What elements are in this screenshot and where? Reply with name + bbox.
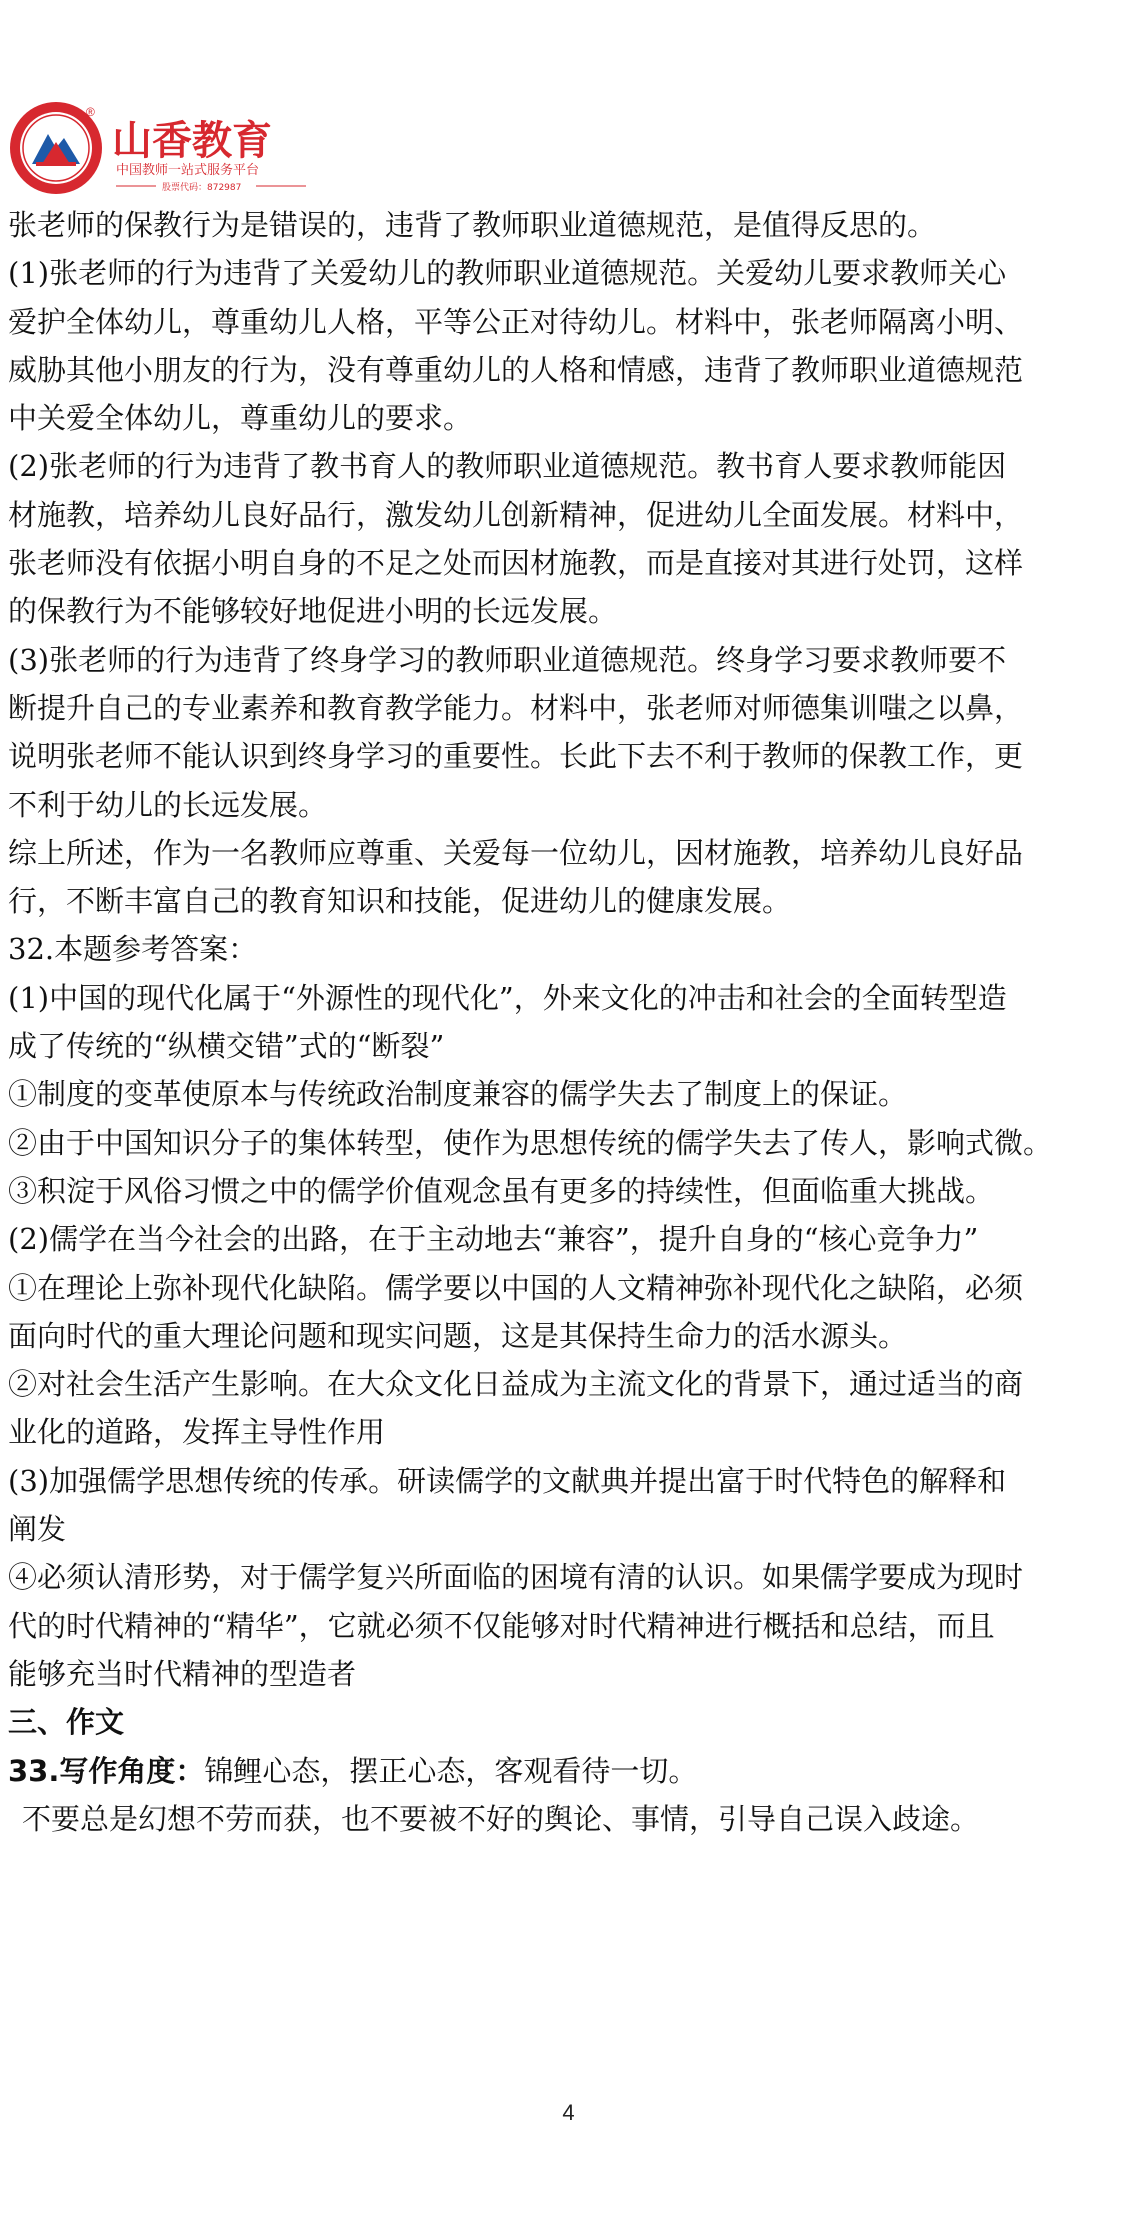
- paragraph-line: 阐发: [8, 1512, 67, 1547]
- paragraph-line: ①在理论上弥补现代化缺陷。儒学要以中国的人文精神弥补现代化之缺陷，必须: [8, 1270, 1024, 1305]
- question-33-line: [8, 1747, 1130, 1795]
- logo-stock-code: 股票代码：872987: [162, 183, 242, 193]
- paragraph-line: 行，不断丰富自己的教育知识和技能，促进幼儿的健康发展。: [8, 884, 792, 919]
- section-heading: 三、作文: [8, 1705, 125, 1740]
- paragraph-line: (3)加强儒学思想传统的传承。研读儒学的文献典并提出富于时代特色的解释和: [8, 1463, 1007, 1498]
- paragraph-line: ②由于中国知识分子的集体转型，使作为思想传统的儒学失去了传人，影响式微。: [8, 1125, 1053, 1160]
- paragraph-line: ②对社会生活产生影响。在大众文化日益成为主流文化的背景下，通过适当的商: [8, 1367, 1024, 1402]
- shanxiang-logo: [6, 98, 326, 198]
- paragraph-line: 不要总是幻想不劳而获，也不要被不好的舆论、事情，引导自己误入歧途。: [22, 1801, 980, 1836]
- paragraph-line: 材施教，培养幼儿良好品行，激发幼儿创新精神，促进幼儿全面发展。材料中，: [8, 497, 1024, 532]
- paragraph-line: 业化的道路，发挥主导性作用: [8, 1415, 386, 1450]
- paragraph-line: ④必须认清形势，对于儒学复兴所面临的困境有清的认识。如果儒学要成为现时: [8, 1560, 1024, 1595]
- paragraph-line: (3)张老师的行为违背了终身学习的教师职业道德规范。终身学习要求教师要不: [8, 642, 1007, 677]
- paragraph-line: ③积淀于风俗习惯之中的儒学价值观念虽有更多的持续性，但面临重大挑战。: [8, 1173, 995, 1208]
- paragraph-line: 的保教行为不能够较好地促进小明的长远发展。: [8, 594, 618, 629]
- paragraph-line: 中关爱全体幼儿，尊重幼儿的要求。: [8, 401, 473, 436]
- paragraph-line: ①制度的变革使原本与传统政治制度兼容的儒学失去了制度上的保证。: [8, 1077, 908, 1112]
- document-body: [8, 201, 1130, 1843]
- question-33-text: 锦鲤心态，摆正心态，客观看待一切。: [204, 1753, 698, 1788]
- paragraph-line: (2)儒学在当今社会的出路，在于主动地去“兼容”，提升自身的“核心竞争力”: [8, 1222, 979, 1257]
- paragraph-line: 综上所述，作为一名教师应尊重、关爱每一位幼儿，因材施教，培养幼儿良好品: [8, 835, 1024, 870]
- question-33-label: 33.写作角度：: [8, 1753, 205, 1788]
- paragraph-line: 爱护全体幼儿，尊重幼儿人格，平等公正对待幼儿。材料中，张老师隔离小明、: [8, 304, 1024, 339]
- paragraph-line: 不利于幼儿的长远发展。: [8, 787, 328, 822]
- svg-text:®: ®: [86, 105, 95, 119]
- answer-heading: 32.本题参考答案：: [8, 932, 258, 967]
- logo-brand-text: 山香教育: [112, 118, 272, 164]
- paragraph-line: 张老师的保教行为是错误的，违背了教师职业道德规范，是值得反思的。: [8, 208, 937, 242]
- paragraph-line: 成了传统的“纵横交错”式的“断裂”: [8, 1029, 445, 1064]
- paragraph-line: 张老师没有依据小明自身的不足之处而因材施教，而是直接对其进行处罚，这样: [8, 546, 1024, 581]
- paragraph-line: (1)张老师的行为违背了关爱幼儿的教师职业道德规范。关爱幼儿要求教师关心: [8, 256, 1007, 291]
- paragraph-line: 代的时代精神的“精华”，它就必须不仅能够对时代精神进行概括和总结，而且: [8, 1608, 995, 1643]
- logo-tagline: 中国教师一站式服务平台: [116, 163, 260, 178]
- paragraph-line: 面向时代的重大理论问题和现实问题，这是其保持生命力的活水源头。: [8, 1318, 908, 1353]
- paragraph-line: (2)张老师的行为违背了教书育人的教师职业道德规范。教书育人要求教师能因: [8, 449, 1007, 484]
- page-number: 4: [562, 2100, 575, 2125]
- paragraph-line: 说明张老师不能认识到终身学习的重要性。长此下去不利于教师的保教工作，更: [8, 739, 1024, 774]
- paragraph-line: 能够充当时代精神的型造者: [8, 1656, 357, 1691]
- paragraph-line: (1)中国的现代化属于“外源性的现代化”，外来文化的冲击和社会的全面转型造: [8, 980, 1007, 1015]
- paragraph-line: 断提升自己的专业素养和教育教学能力。材料中，张老师对师德集训嗤之以鼻，: [8, 690, 1024, 725]
- paragraph-line: 威胁其他小朋友的行为，没有尊重幼儿的人格和情感，违背了教师职业道德规范: [8, 352, 1024, 387]
